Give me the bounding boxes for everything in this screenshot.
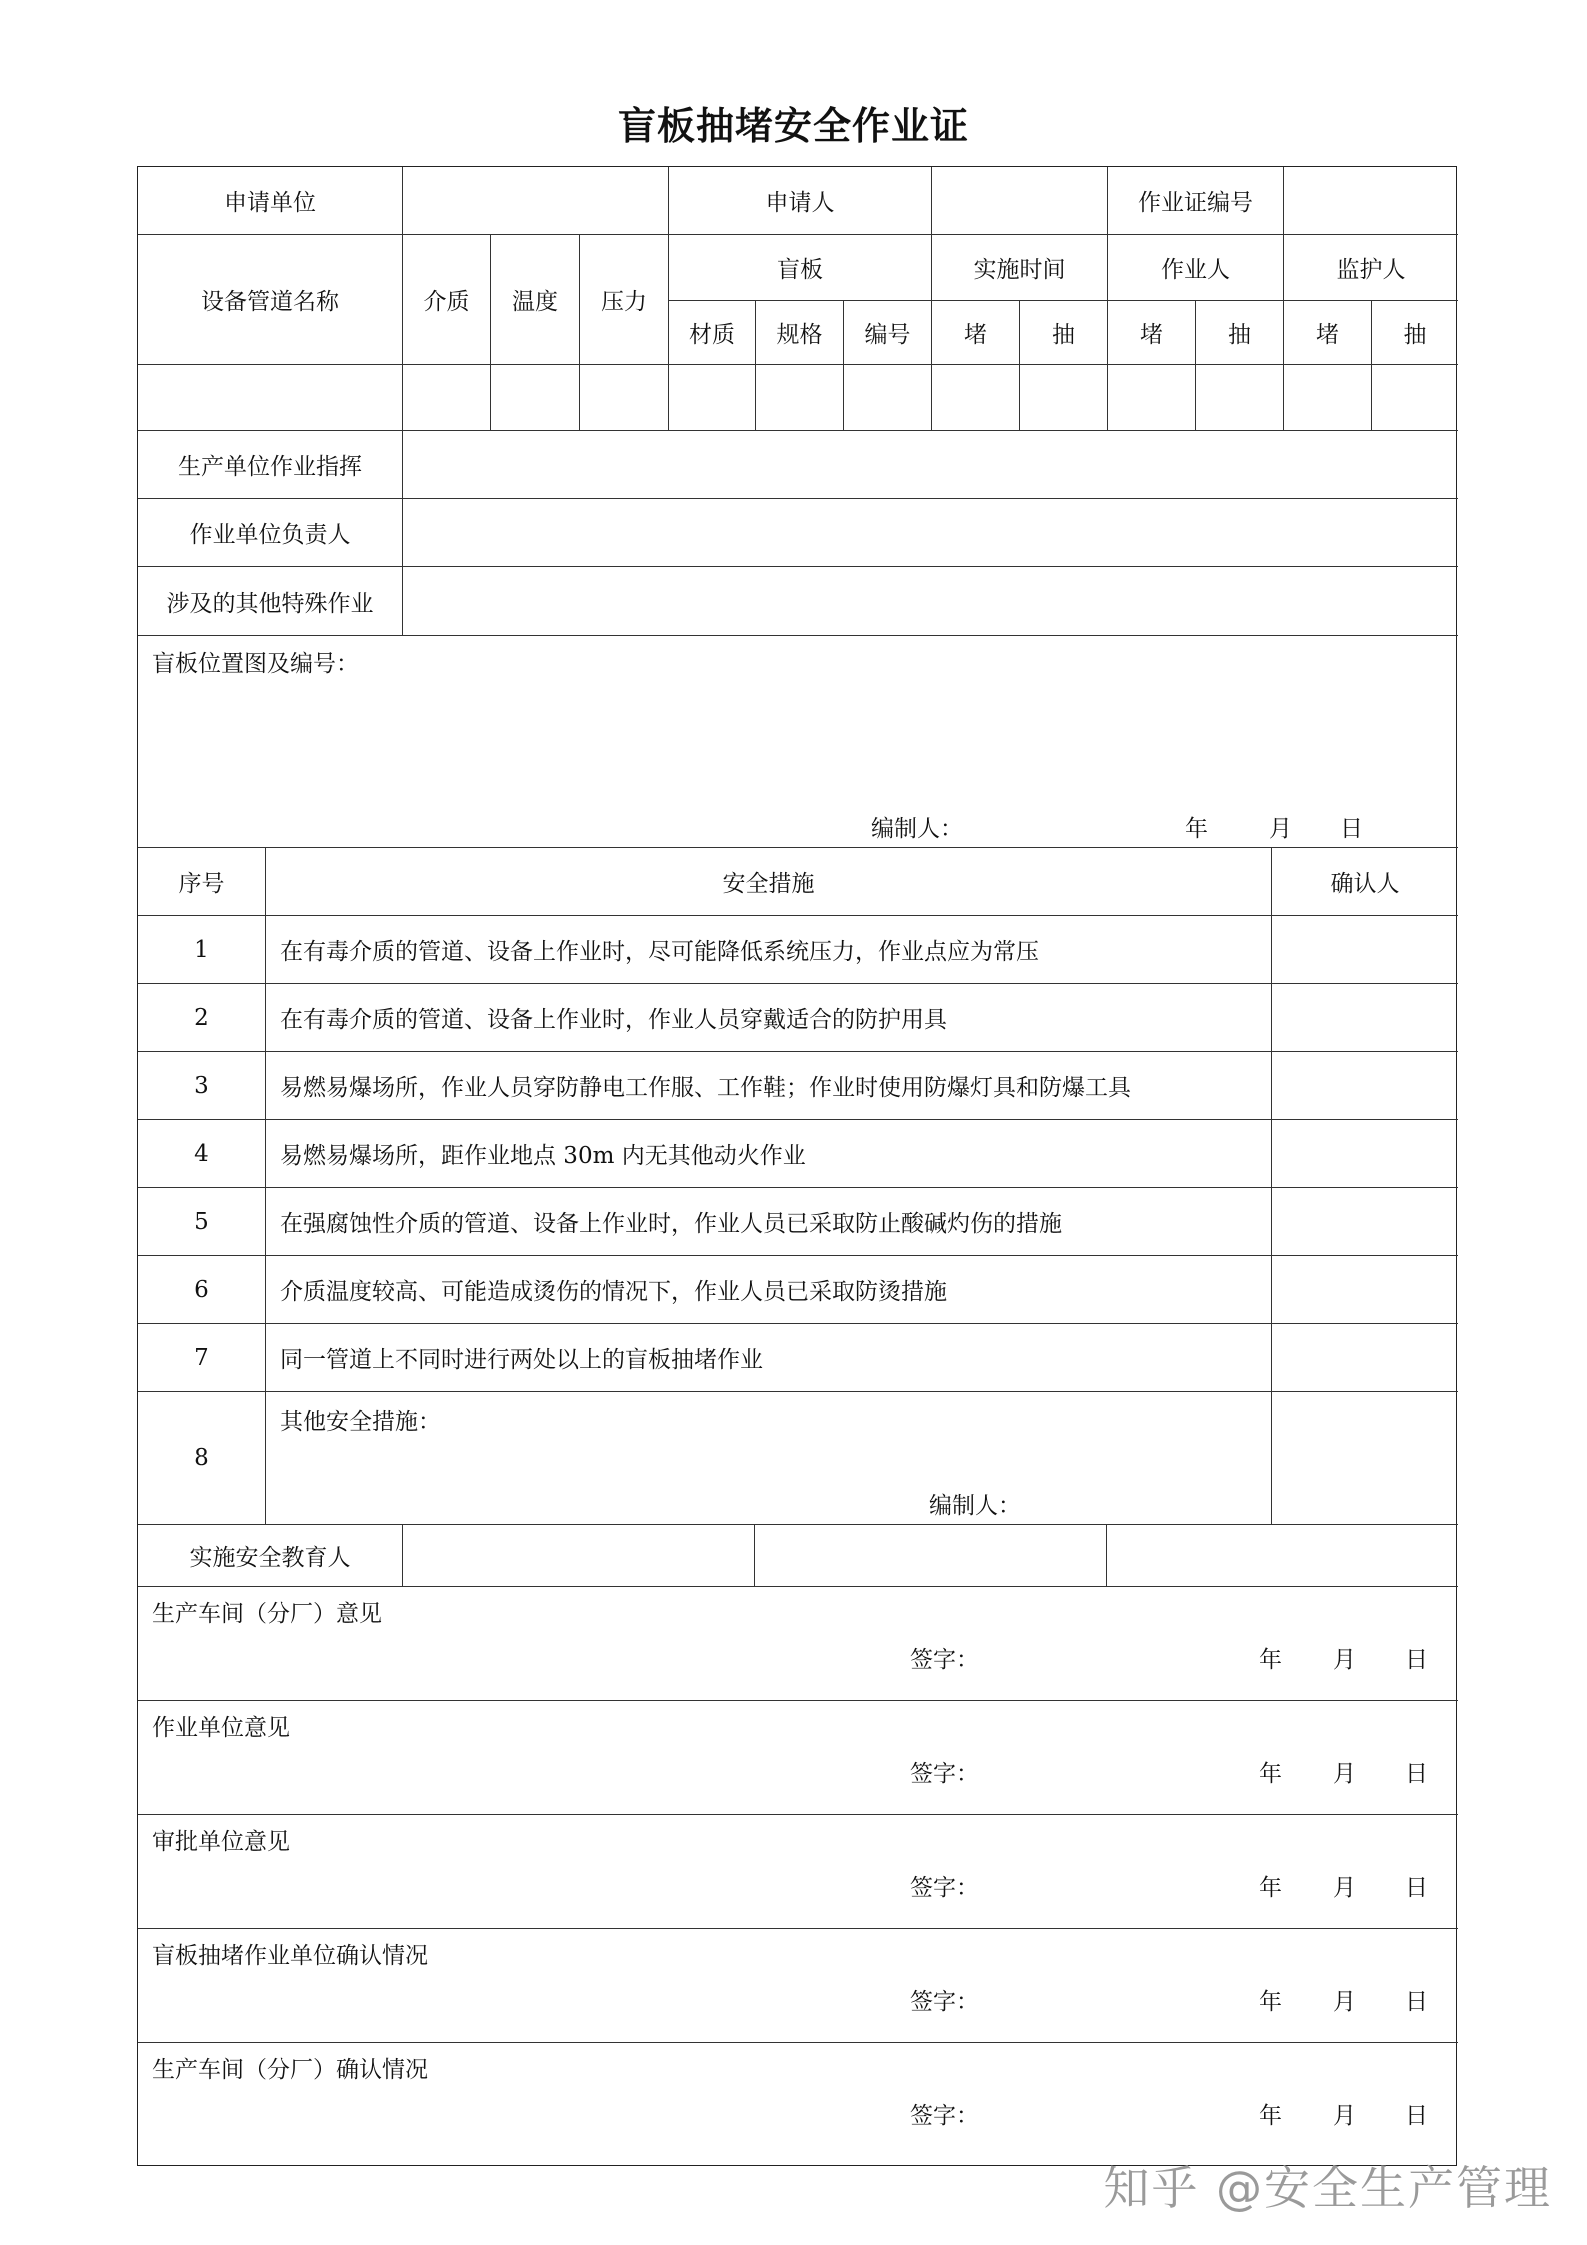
material-label: 材质 (669, 301, 756, 365)
other-measures-label: 其他安全措施： (280, 1409, 441, 1435)
measure-text: 介质温度较高、可能造成烫伤的情况下，作业人员已采取防烫措施 (266, 1256, 1272, 1324)
impl-plug-field[interactable] (932, 365, 1020, 431)
measure-text: 易燃易爆场所，距作业地点 30m 内无其他动火作业 (266, 1120, 1272, 1188)
pressure-field[interactable] (580, 365, 669, 431)
measure-no: 6 (138, 1256, 266, 1324)
measure-text: 在有毒介质的管道、设备上作业时，尽可能降低系统压力，作业点应为常压 (266, 916, 1272, 984)
day-label: 日 (1405, 1761, 1428, 1787)
measure-no: 5 (138, 1188, 266, 1256)
month-label: 月 (1333, 1989, 1356, 2015)
education-label: 实施安全教育人 (138, 1525, 403, 1587)
opinion-label: 生产车间（分厂）确认情况 (152, 2057, 428, 2083)
diagram-year-label: 年 (1185, 816, 1208, 842)
measure-no: 8 (138, 1392, 266, 1525)
permit-form (137, 166, 1457, 2166)
day-label: 日 (1405, 2103, 1428, 2129)
diagram-label: 盲板位置图及编号： (152, 651, 359, 677)
education-field[interactable] (755, 1525, 1107, 1587)
sign-label: 签字： (910, 1875, 979, 1901)
sign-label: 签字： (910, 2103, 979, 2129)
other-special-label: 涉及的其他特殊作业 (138, 567, 403, 636)
equipment-name-field[interactable] (138, 365, 403, 431)
applicant-unit-field[interactable] (403, 167, 669, 235)
measure-text: 同一管道上不同时进行两处以上的盲板抽堵作业 (266, 1324, 1272, 1392)
impl-pull-field[interactable] (1020, 365, 1108, 431)
temperature-field[interactable] (491, 365, 580, 431)
permit-no-field[interactable] (1284, 167, 1458, 235)
impl-time-label: 实施时间 (932, 235, 1108, 301)
measure-no: 2 (138, 984, 266, 1052)
measure-confirm-field[interactable] (1272, 1188, 1458, 1256)
number-field[interactable] (844, 365, 932, 431)
measure-confirm-field[interactable] (1272, 1392, 1458, 1525)
guardian-plug-label: 堵 (1284, 301, 1372, 365)
commander-label: 生产单位作业指挥 (138, 431, 403, 499)
applicant-field[interactable] (932, 167, 1108, 235)
sign-label: 签字： (910, 1761, 979, 1787)
guardian-pull-label: 抽 (1372, 301, 1458, 365)
manager-label: 作业单位负责人 (138, 499, 403, 567)
applicant-label: 申请人 (669, 167, 932, 235)
medium-field[interactable] (403, 365, 491, 431)
pressure-label: 压力 (580, 235, 669, 365)
measure-confirm-field[interactable] (1272, 916, 1458, 984)
temperature-label: 温度 (491, 235, 580, 365)
blind-label: 盲板 (669, 235, 932, 301)
measure-no: 4 (138, 1120, 266, 1188)
measure-no: 7 (138, 1324, 266, 1392)
measure-confirm-field[interactable] (1272, 984, 1458, 1052)
worker-pull-field[interactable] (1196, 365, 1284, 431)
measure-text: 在强腐蚀性介质的管道、设备上作业时，作业人员已采取防止酸碱灼伤的措施 (266, 1188, 1272, 1256)
guardian-pull-field[interactable] (1372, 365, 1458, 431)
worker-plug-field[interactable] (1108, 365, 1196, 431)
spec-label: 规格 (756, 301, 844, 365)
worker-plug-label: 堵 (1108, 301, 1196, 365)
year-label: 年 (1259, 2103, 1282, 2129)
medium-label: 介质 (403, 235, 491, 365)
worker-pull-label: 抽 (1196, 301, 1284, 365)
day-label: 日 (1405, 1875, 1428, 1901)
month-label: 月 (1333, 1647, 1356, 1673)
diagram-day-label: 日 (1340, 816, 1363, 842)
sign-label: 签字： (910, 1989, 979, 2015)
education-field[interactable] (403, 1525, 755, 1587)
opinion-label: 审批单位意见 (152, 1829, 290, 1855)
number-label: 编号 (844, 301, 932, 365)
year-label: 年 (1259, 1875, 1282, 1901)
applicant-unit-label: 申请单位 (138, 167, 403, 235)
year-label: 年 (1259, 1761, 1282, 1787)
opinion-label: 盲板抽堵作业单位确认情况 (152, 1943, 428, 1969)
measure-confirm-field[interactable] (1272, 1324, 1458, 1392)
day-label: 日 (1405, 1647, 1428, 1673)
measure-text: 在有毒介质的管道、设备上作业时，作业人员穿戴适合的防护用具 (266, 984, 1272, 1052)
diagram-month-label: 月 (1269, 816, 1292, 842)
opinion-label: 生产车间（分厂）意见 (152, 1601, 382, 1627)
diagram-editor-label: 编制人： (871, 816, 963, 842)
spec-field[interactable] (756, 365, 844, 431)
measure-no-header: 序号 (138, 848, 266, 916)
measure-confirm-field[interactable] (1272, 1052, 1458, 1120)
month-label: 月 (1333, 1875, 1356, 1901)
month-label: 月 (1333, 1761, 1356, 1787)
measure-confirm-field[interactable] (1272, 1120, 1458, 1188)
sign-label: 签字： (910, 1647, 979, 1673)
watermark: 知乎 @安全生产管理 (1103, 2161, 1552, 2215)
opinion-label: 作业单位意见 (152, 1715, 290, 1741)
worker-label: 作业人 (1108, 235, 1284, 301)
measure-header: 安全措施 (266, 848, 1272, 916)
day-label: 日 (1405, 1989, 1428, 2015)
year-label: 年 (1259, 1647, 1282, 1673)
education-field[interactable] (1107, 1525, 1458, 1587)
impl-pull-label: 抽 (1020, 301, 1108, 365)
year-label: 年 (1259, 1989, 1282, 2015)
permit-no-label: 作业证编号 (1108, 167, 1284, 235)
manager-field[interactable] (403, 499, 1458, 567)
measure-confirm-field[interactable] (1272, 1256, 1458, 1324)
material-field[interactable] (669, 365, 756, 431)
measures-editor-label: 编制人： (929, 1493, 1021, 1519)
guardian-plug-field[interactable] (1284, 365, 1372, 431)
month-label: 月 (1333, 2103, 1356, 2129)
page-title: 盲板抽堵安全作业证 (617, 103, 969, 148)
guardian-label: 监护人 (1284, 235, 1458, 301)
other-special-field[interactable] (403, 567, 1458, 636)
commander-field[interactable] (403, 431, 1458, 499)
measure-no: 1 (138, 916, 266, 984)
impl-plug-label: 堵 (932, 301, 1020, 365)
measure-no: 3 (138, 1052, 266, 1120)
measure-text: 易燃易爆场所，作业人员穿防静电工作服、工作鞋；作业时使用防爆灯具和防爆工具 (266, 1052, 1272, 1120)
confirm-header: 确认人 (1272, 848, 1458, 916)
equipment-name-label: 设备管道名称 (138, 235, 403, 365)
